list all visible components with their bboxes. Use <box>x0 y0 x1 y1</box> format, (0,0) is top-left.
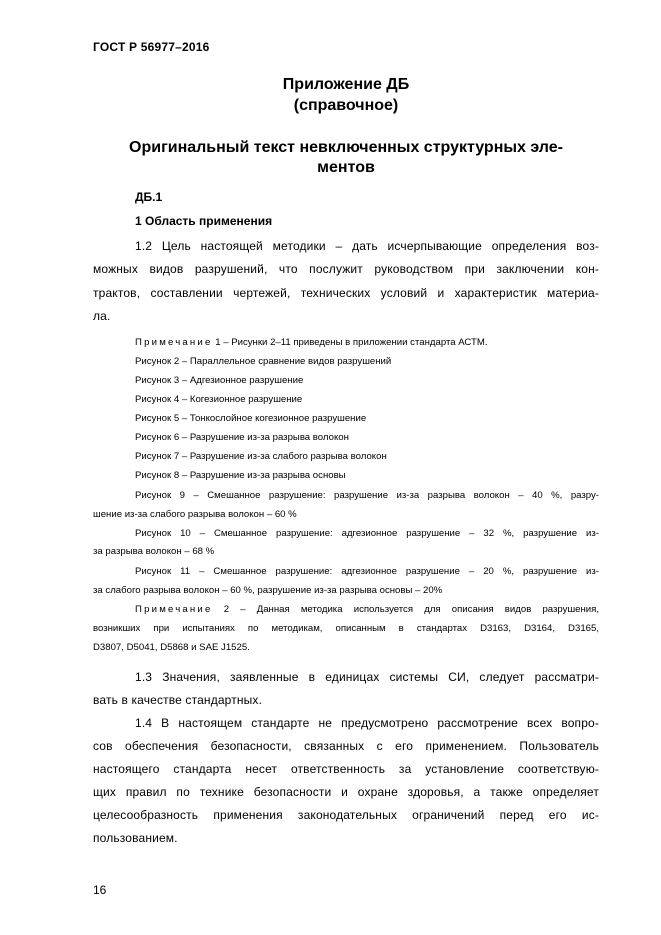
main-title-line: Оригинальный текст невключенных структурных эле- <box>129 139 563 156</box>
section-id: ДБ.1 <box>135 190 163 204</box>
figure-caption: за разрыва волокон – 68 % <box>93 546 215 557</box>
figure-caption: шение из-за слабого разрыва волокон – 60 % <box>93 509 297 520</box>
figure-caption: Рисунок 7 – Разрушение из-за слабого разрыва волокон <box>135 451 387 462</box>
figure-caption: Рисунок 4 – Когезионное разрушение <box>135 394 303 405</box>
figure-caption: Рисунок 6 – Разрушение из-за разрыва волокон <box>135 432 349 443</box>
main-title <box>93 138 599 178</box>
paragraph-line: целесообразность применения законодательных ограничений перед его ис- <box>93 808 599 822</box>
paragraph-line: трактов, составлении чертежей, технических условий и характеристик материа- <box>93 286 599 300</box>
figure-caption: Рисунок 2 – Параллельное сравнение видов разрушений <box>135 356 392 367</box>
main-title-line: ментов <box>317 159 375 176</box>
figure-caption: Рисунок 5 – Тонкослойное когезионное разрушение <box>135 413 367 424</box>
paragraph-line: 1.4 В настоящем стандарте не предусмотрено рассмотрение всех вопро- <box>135 716 599 730</box>
paragraph-line: настоящего стандарта несет ответственность за установление соответствую- <box>93 762 599 776</box>
paragraph-line: 1.3 Значения, заявленные в единицах системы СИ, следует рассматри- <box>135 670 599 684</box>
figure-caption: за слабого разрыва волокон – 60 %, разрушение из-за разрыва основы – 20% <box>93 585 443 596</box>
note-1 <box>135 337 599 348</box>
note-line: возникших при испытаниях по методикам, описанным в стандартах D3163, D3164, D3165, <box>93 623 599 634</box>
note-text: 1 – Рисунки 2–11 приведены в приложении стандарта АСТМ. <box>212 337 488 348</box>
paragraph-line: 1.2 Цель настоящей методики – дать исчерпывающие определения воз- <box>135 239 599 253</box>
paragraph-line: щих правил по технике безопасности и охране здоровья, а также определяет <box>93 785 599 799</box>
section-heading: 1 Область применения <box>135 214 273 228</box>
figure-caption: Рисунок 8 – Разрушение из-за разрыва основы <box>135 470 346 481</box>
note-text: 2 – Данная методика используется для описания видов разрушения, <box>212 604 599 615</box>
figure-caption: Рисунок 10 – Смешанное разрушение: адгезионное разрушение – 32 %, разрушение из- <box>135 528 599 539</box>
appendix-subtitle: (справочное) <box>293 97 399 114</box>
appendix-title-block <box>93 74 599 116</box>
paragraph-line: можных видов разрушений, что послужит руководством при заключении кон- <box>93 262 599 276</box>
figure-caption: Рисунок 11 – Смешанное разрушение: адгезионное разрушение – 20 %, разрушение из- <box>135 566 599 577</box>
paragraph-line: ла. <box>93 309 111 323</box>
note-line: D3807, D5041, D5868 и SAE J1525. <box>93 642 250 653</box>
note-2 <box>135 604 599 615</box>
figure-caption: Рисунок 3 – Адгезионное разрушение <box>135 375 304 386</box>
appendix-title: Приложение ДБ <box>282 76 410 93</box>
note-label: Примечание <box>135 337 213 348</box>
figure-caption: Рисунок 9 – Смешанное разрушение: разрушение из-за разрыва волокон – 40 %, разру- <box>135 490 599 501</box>
page-number: 16 <box>93 883 107 897</box>
standard-header: ГОСТ Р 56977–2016 <box>93 40 210 54</box>
paragraph-line: пользованием. <box>93 831 178 845</box>
paragraph-line: вать в качестве стандартных. <box>93 693 263 707</box>
note-label: Примечание <box>135 604 213 615</box>
paragraph-line: сов обеспечения безопасности, связанных с его применением. Пользователь <box>93 739 599 753</box>
